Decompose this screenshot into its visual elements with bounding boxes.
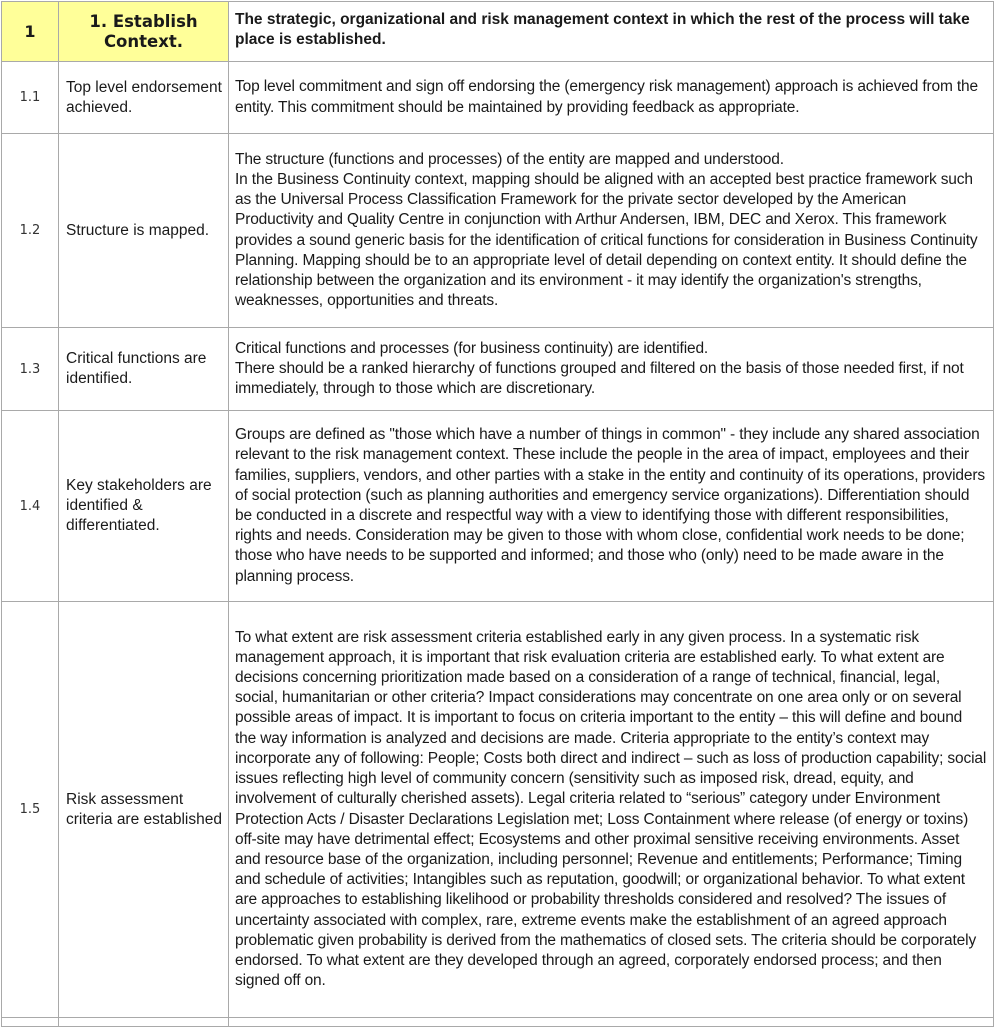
table-row [2, 62, 994, 134]
description-paragraph: Critical functions and processes (for business continuity) are identified. [235, 339, 709, 357]
row-description [229, 411, 994, 602]
empty-cell [229, 1018, 994, 1027]
description-paragraph: To what extent are risk assessment criteria established early in any given process. In a systematic risk management approach, it is important that risk evaluation criteria are established early. To what extent are decisions concerning prioritization made based on a consideration of a range of technical, financial, legal, social, humanitarian or other criteria? Impact considerations may concentrate on one area only or on several possible areas of impact. It is important to focus on criteria important to the entity – this will define and bound the way information is analyzed and decisions are made. Criteria appropriate to the entity’s context may incorporate any of following: People; Costs both direct and indirect – such as loss of production capability; social issues reflecting high level of community concern (sensitivity such as imposed risk, dread, equity, and involvement of culturally cherished assets). Legal criteria related to “serious” category under Environment Protection Acts / Disaster Declarations Legislation met; Loss Containment where release (of energy or toxins) off-site may have detrimental effect; Ecosystems and other proximal sensitive receiving environments. Asset and resource base of the organization, including personnel; Revenue and entitlements; Performance; Timing and schedule of activities; Intangibles such as reputation, goodwill; or organizational behavior. To what extent are approaches to establishing likelihood or probability thresholds considered and resolved? The issues of uncertainty associated with complex, rare, extreme events make the establishment of an agreed approach problematic given probability is derived from the mathematics of closed sets. The criteria should be corporately endorsed. To what extent are they developed through an agreed, corporately endorsed process; and then signed off on. [235, 628, 987, 990]
table-row [2, 328, 994, 411]
section-description: The strategic, organizational and risk management context in which the rest of the process will take place is established. [229, 2, 994, 62]
next-row-partial [2, 1018, 994, 1027]
description-paragraph: In the Business Continuity context, mapping should be aligned with an accepted best practice framework such as the Universal Process Classification Framework for the private sector developed by the American Productivity and Quality Centre in conjunction with Arthur Andersen, IBM, DEC and Xerox. This framework provides a sound generic basis for the identification of critical functions for consideration in Business Continuity Planning. Mapping should be to an appropriate level of detail depending on context entity. It should define the relationship between the organization and its environment - it may identify the organization's strengths, weaknesses, opportunities and threats. [235, 170, 978, 310]
section-number: 1 [2, 2, 59, 62]
section-header-row [2, 2, 994, 62]
empty-cell [2, 1018, 59, 1027]
row-number: 1.1 [2, 62, 59, 134]
description-paragraph: There should be a ranked hierarchy of functions grouped and filtered on the basis of those needed first, if not immediately, through to those which are discretionary. [235, 359, 964, 398]
row-title: Key stakeholders are identified & differentiated. [59, 411, 229, 602]
description-paragraph: Top level commitment and sign off endorsing the (emergency risk management) approach is achieved from the entity. This commitment should be maintained by providing feedback as appropriate. [235, 78, 978, 116]
row-description [229, 602, 994, 1018]
row-number: 1.5 [2, 602, 59, 1018]
empty-cell [59, 1018, 229, 1027]
table-row [2, 602, 994, 1018]
row-description [229, 134, 994, 328]
row-title: Risk assessment criteria are established [59, 602, 229, 1018]
context-criteria-table [1, 1, 994, 1027]
row-description [229, 62, 994, 134]
row-number: 1.3 [2, 328, 59, 411]
section-title: 1. Establish Context. [59, 2, 229, 62]
row-title: Critical functions are identified. [59, 328, 229, 411]
row-description [229, 328, 994, 411]
description-paragraph: Groups are defined as "those which have a number of things in common" - they include any shared association relevant to the risk management context. These include the people in the area of impact, employees and their families, suppliers, vendors, and other parties with a stake in the entity and continuity of its operations, providers of social protection (such as planning authorities and emergency service organizations). Differentiation should be conducted in a discrete and respectful way with a view to identifying those with different responsibilities, rights and needs. Consideration may be given to those with whom close, confidential work needs to be done; those who have needs to be supported and informed; and those who (only) need to be made aware in the planning process. [235, 426, 985, 585]
row-number: 1.2 [2, 134, 59, 328]
row-number: 1.4 [2, 411, 59, 602]
description-paragraph: The structure (functions and processes) of the entity are mapped and understood. [235, 150, 784, 168]
table-row [2, 411, 994, 602]
row-title: Structure is mapped. [59, 134, 229, 328]
row-title: Top level endorsement achieved. [59, 62, 229, 134]
table-row [2, 134, 994, 328]
